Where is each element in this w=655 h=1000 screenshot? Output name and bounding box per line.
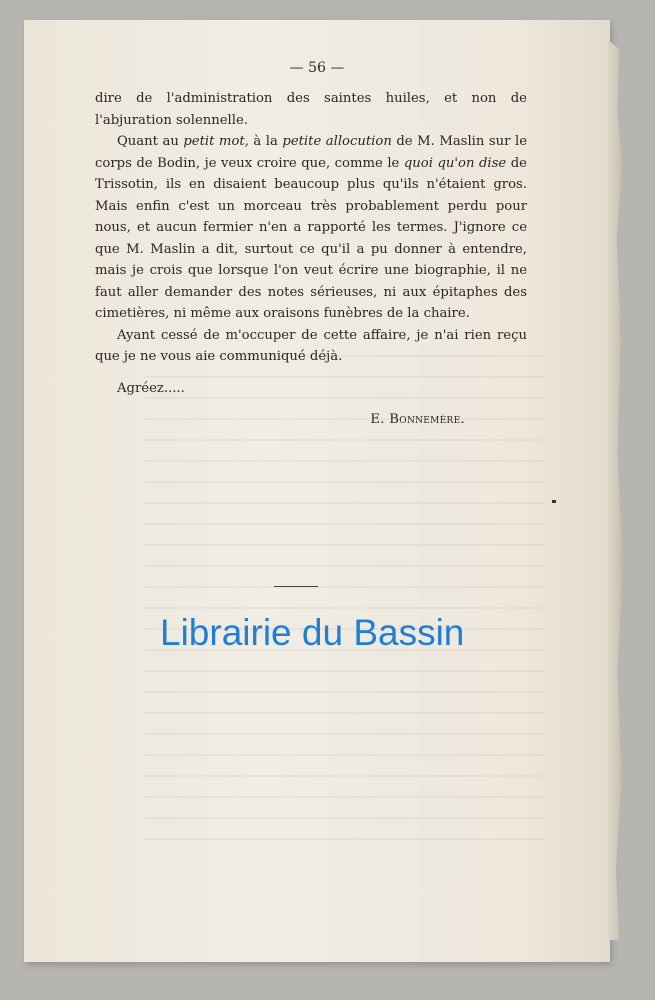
section-rule bbox=[274, 586, 318, 587]
closing-salutation: Agréez..... bbox=[117, 380, 185, 396]
paragraph-1: dire de l'administration des saintes huiles, et non de l'abjuration solennelle. bbox=[95, 91, 527, 128]
letter-body bbox=[95, 88, 527, 431]
emphasis-quoi-quon-dise: quoi qu'on dise bbox=[403, 155, 507, 171]
emphasis-petit-mot: petit mot bbox=[183, 134, 245, 149]
signature: E. Bonnemère. bbox=[370, 412, 465, 427]
page-number: — 56 — bbox=[289, 60, 345, 76]
emphasis-petite-allocution: petite allocution bbox=[282, 134, 392, 149]
paragraph-2: Quant au petit mot, à la petite allocution de M. Maslin sur le corps de Bodin, je veux croire que, comme le quoi qu'on dise de Trissotin, ils en disaient beaucoup plus qu'ils n'étaient gros. Mais enfin c'est un morceau très probablement perdu pour nous, et aucun fermier n'en a rapporté les termes. J'ignore ce que M. Maslin a dit, surtout ce qu'il a pu donner à entendre, mais je crois que lorsque l'on veut écrire une biographie, il ne faut aller demander des notes sérieuses, ni aux épitaphes des cimetières, ni même aux oraisons funèbres de la chaire. bbox=[95, 134, 527, 321]
paragraph-3: Ayant cessé de m'occuper de cette affaire, je n'ai rien reçu que je ne vous aie communiqué déjà. bbox=[95, 327, 527, 364]
document-page bbox=[24, 20, 610, 962]
watermark-text: Librairie du Bassin bbox=[160, 612, 465, 653]
ink-speck bbox=[552, 500, 556, 503]
